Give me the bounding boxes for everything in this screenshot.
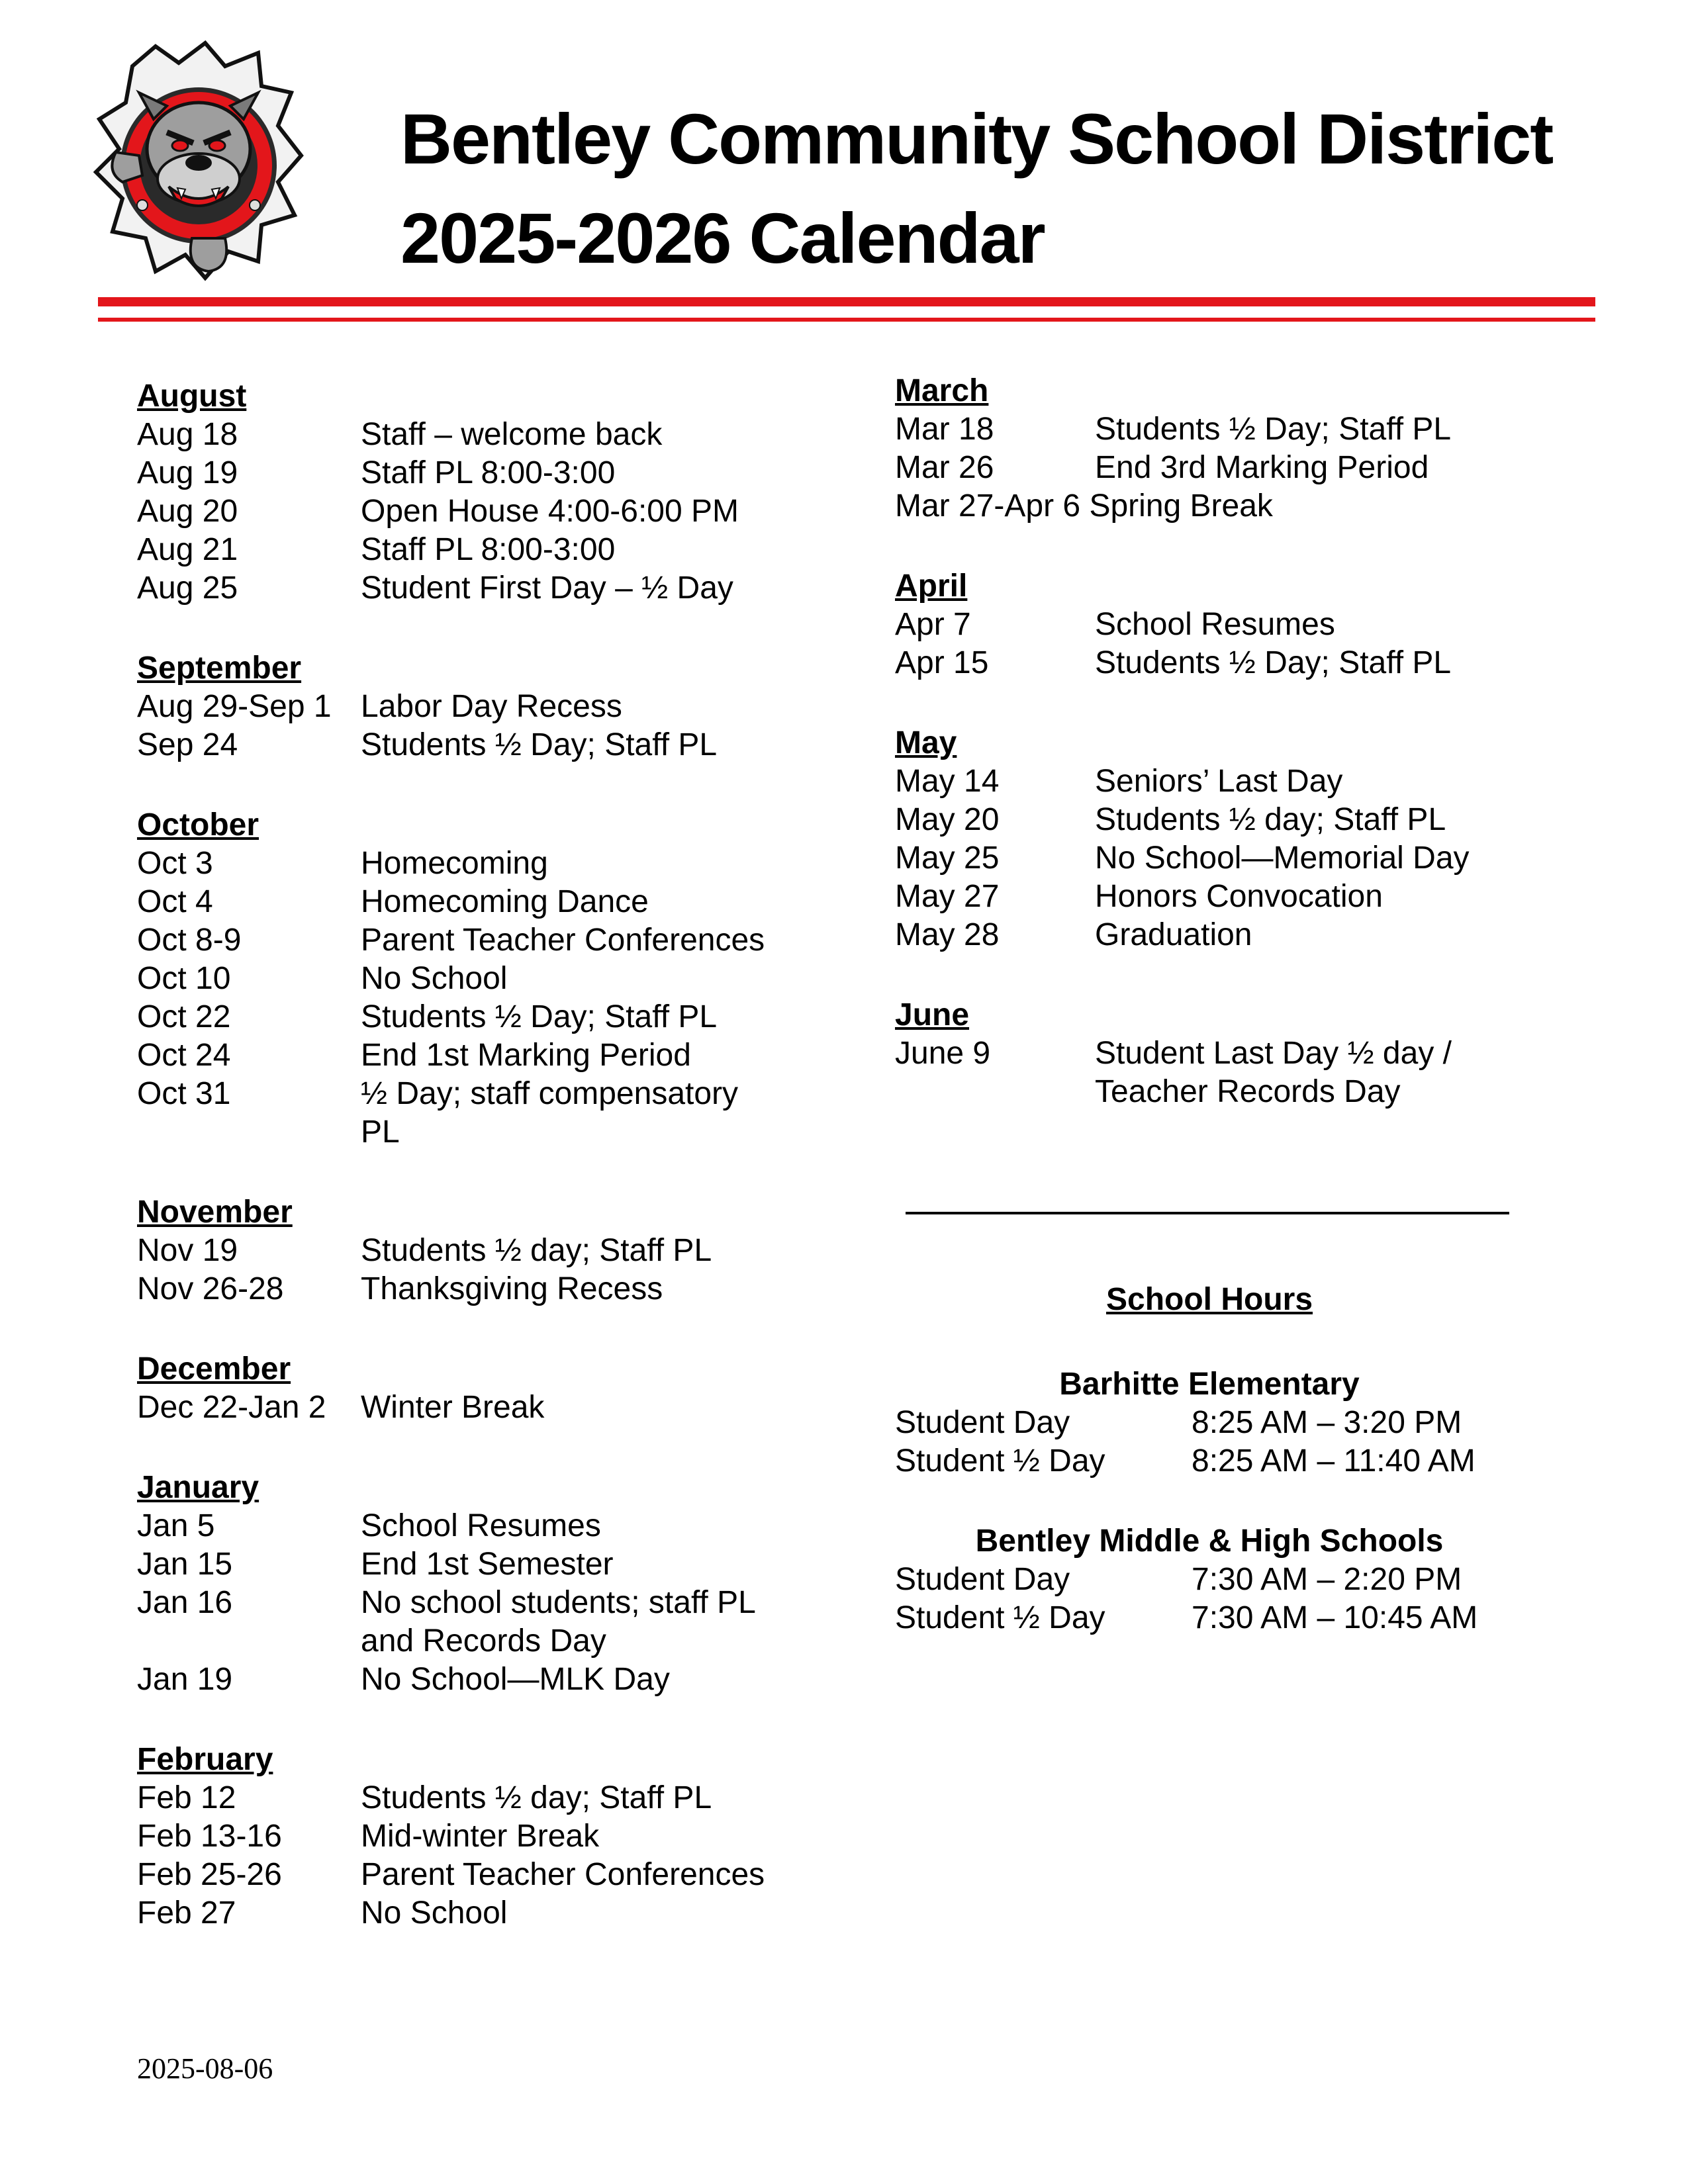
calendar-event (895, 1034, 1557, 1111)
school-name: Bentley Middle & High Schools (975, 1524, 1444, 1559)
month-heading: January (137, 1470, 259, 1505)
event-date: Feb 13-16 (137, 1819, 282, 1854)
event-description: School Resumes (361, 1508, 601, 1543)
calendar-event (137, 1270, 812, 1308)
event-date: June 9 (895, 1036, 991, 1071)
event-date: May 25 (895, 841, 1000, 876)
event-date: Aug 21 (137, 532, 238, 567)
calendar-event (137, 960, 812, 998)
hours-label: Student Day (895, 1562, 1070, 1597)
event-description: Graduation (1095, 917, 1252, 952)
page-title (400, 89, 1552, 288)
event-description: Students ½ Day; Staff PL (1095, 645, 1452, 680)
calendar-event (137, 1661, 812, 1699)
calendar-event (137, 569, 812, 608)
event-description: Staff PL 8:00-3:00 (361, 455, 616, 490)
month-heading: May (895, 725, 957, 760)
calendar-event (137, 1388, 812, 1427)
header-rule-thick (98, 297, 1595, 306)
calendar-event (895, 916, 1557, 954)
event-date: Aug 29-Sep 1 (137, 689, 332, 724)
event-description: Seniors’ Last Day (1095, 764, 1343, 799)
right-calendar-column (895, 372, 1557, 1153)
month-may (895, 724, 1557, 954)
hours-time: 8:25 AM – 3:20 PM (1192, 1405, 1462, 1440)
calendar-event (137, 492, 812, 531)
month-heading: April (895, 569, 968, 604)
event-description: Mid-winter Break (361, 1819, 600, 1854)
event-date: Feb 27 (137, 1895, 236, 1931)
month-march (895, 372, 1557, 525)
month-february (137, 1741, 812, 1933)
school-hours-elementary (895, 1365, 1524, 1480)
title-line-district: Bentley Community School District (400, 99, 1553, 179)
event-description: Student First Day – ½ Day (361, 570, 733, 606)
month-january (137, 1469, 812, 1699)
calendar-event (137, 1545, 812, 1584)
month-august (137, 377, 812, 608)
event-description: Honors Convocation (1095, 879, 1383, 914)
event-date: Feb 25-26 (137, 1857, 282, 1892)
event-description: End 1st Semester (361, 1547, 614, 1582)
event-description: Parent Teacher Conferences (361, 1857, 765, 1892)
event-description: Students ½ day; Staff PL (361, 1780, 712, 1815)
event-date: Feb 12 (137, 1780, 236, 1815)
calendar-event (895, 762, 1557, 801)
event-date: Oct 8-9 (137, 923, 242, 958)
event-description: Students ½ Day; Staff PL (361, 999, 718, 1034)
event-description: Students ½ day; Staff PL (1095, 802, 1446, 837)
event-description: End 3rd Marking Period (1095, 450, 1429, 485)
month-heading: August (137, 379, 247, 414)
calendar-event (137, 844, 812, 883)
calendar-event (137, 883, 812, 921)
calendar-event (895, 801, 1557, 839)
event-date: Jan 5 (137, 1508, 215, 1543)
event-date: Nov 19 (137, 1233, 238, 1268)
calendar-event (137, 1779, 812, 1817)
event-date: Oct 31 (137, 1076, 231, 1111)
calendar-event (895, 839, 1557, 878)
calendar-event (137, 1507, 812, 1545)
calendar-event (895, 487, 1557, 525)
event-date: Mar 26 (895, 450, 994, 485)
event-description: Thanksgiving Recess (361, 1271, 663, 1306)
month-heading: October (137, 807, 259, 842)
bulldog-mascot-icon (93, 40, 305, 285)
event-date: Sep 24 (137, 727, 238, 762)
event-date: Jan 16 (137, 1585, 233, 1620)
footer-date: 2025-08-06 (137, 2052, 273, 2085)
event-description: Labor Day Recess (361, 689, 622, 724)
hours-label: Student ½ Day (895, 1443, 1105, 1479)
event-description: Student Last Day ½ day / Teacher Records Day (1095, 1036, 1452, 1109)
event-description: Students ½ day; Staff PL (361, 1233, 712, 1268)
calendar-event (137, 1856, 812, 1894)
calendar-event (137, 1584, 812, 1661)
hours-row (895, 1561, 1524, 1599)
event-description: Staff – welcome back (361, 417, 663, 452)
hours-time: 7:30 AM – 2:20 PM (1192, 1562, 1462, 1597)
calendar-event (895, 644, 1557, 682)
event-date: Aug 25 (137, 570, 238, 606)
event-description: Students ½ Day; Staff PL (1095, 412, 1452, 447)
school-name: Barhitte Elementary (1059, 1367, 1360, 1402)
hours-time: 8:25 AM – 11:40 AM (1192, 1443, 1476, 1479)
event-date: Nov 26-28 (137, 1271, 284, 1306)
month-heading: November (137, 1195, 293, 1230)
calendar-event (137, 454, 812, 492)
event-description: No School—MLK Day (361, 1662, 670, 1697)
month-heading: March (895, 373, 989, 408)
calendar-event (137, 416, 812, 454)
event-date: Oct 3 (137, 846, 213, 881)
event-date: Mar 18 (895, 412, 994, 447)
calendar-event (137, 1232, 812, 1270)
event-description: Winter Break (361, 1390, 545, 1425)
calendar-event (137, 1817, 812, 1856)
calendar-event (137, 921, 812, 960)
event-description: No School (361, 1895, 508, 1931)
event-description: No School—Memorial Day (1095, 841, 1470, 876)
calendar-event (137, 1075, 812, 1152)
event-date: May 20 (895, 802, 1000, 837)
school-hours-title: School Hours (1105, 1282, 1313, 1317)
month-heading: September (137, 651, 302, 686)
event-date: Oct 24 (137, 1038, 231, 1073)
event-date: Dec 22-Jan 2 (137, 1390, 326, 1425)
calendar-event (137, 726, 812, 764)
event-description: ½ Day; staff compensatory PL (361, 1076, 739, 1150)
school-hours-middle-high (895, 1522, 1524, 1637)
calendar-event (137, 1036, 812, 1075)
event-date: Aug 20 (137, 494, 238, 529)
event-description: Students ½ Day; Staff PL (361, 727, 718, 762)
event-date: May 27 (895, 879, 1000, 914)
event-date: Oct 4 (137, 884, 213, 919)
header-rule-thin (98, 318, 1595, 322)
event-description: Homecoming Dance (361, 884, 649, 919)
event-description: Homecoming (361, 846, 548, 881)
event-date: Jan 19 (137, 1662, 233, 1697)
event-date: Mar 27-Apr 6 (895, 488, 1081, 523)
event-date: Aug 18 (137, 417, 238, 452)
event-description: End 1st Marking Period (361, 1038, 691, 1073)
event-date: Oct 10 (137, 961, 231, 996)
calendar-event (137, 998, 812, 1036)
school-hours-section (895, 1281, 1524, 1679)
calendar-event (895, 878, 1557, 916)
calendar-event (137, 531, 812, 569)
event-description: Open House 4:00-6:00 PM (361, 494, 739, 529)
hours-label: Student Day (895, 1405, 1070, 1440)
hours-row (895, 1599, 1524, 1637)
calendar-event (895, 449, 1557, 487)
month-heading: June (895, 997, 970, 1032)
event-description: Staff PL 8:00-3:00 (361, 532, 616, 567)
month-december (137, 1350, 812, 1427)
title-line-calendar: 2025-2026 Calendar (400, 198, 1045, 278)
hours-time: 7:30 AM – 10:45 AM (1192, 1600, 1478, 1635)
event-date: May 14 (895, 764, 1000, 799)
event-date: Jan 15 (137, 1547, 233, 1582)
calendar-event (137, 1894, 812, 1933)
month-heading: February (137, 1742, 273, 1777)
month-april (895, 567, 1557, 682)
month-november (137, 1193, 812, 1308)
event-date: Oct 22 (137, 999, 231, 1034)
event-date: May 28 (895, 917, 1000, 952)
hours-row (895, 1404, 1524, 1442)
month-october (137, 806, 812, 1152)
calendar-event (895, 410, 1557, 449)
section-divider (906, 1212, 1509, 1214)
calendar-event (137, 688, 812, 726)
event-description: No School (361, 961, 508, 996)
month-june (895, 996, 1557, 1111)
event-date: Apr 15 (895, 645, 989, 680)
left-calendar-column (137, 377, 812, 1974)
calendar-event (895, 606, 1557, 644)
hours-row (895, 1442, 1524, 1480)
event-date: Apr 7 (895, 607, 971, 642)
month-heading: December (137, 1351, 291, 1387)
event-date: Aug 19 (137, 455, 238, 490)
event-description: Spring Break (1089, 488, 1273, 523)
event-description: School Resumes (1095, 607, 1335, 642)
month-september (137, 649, 812, 764)
event-description: Parent Teacher Conferences (361, 923, 765, 958)
event-description: No school students; staff PL and Records Day (361, 1585, 755, 1659)
hours-label: Student ½ Day (895, 1600, 1105, 1635)
